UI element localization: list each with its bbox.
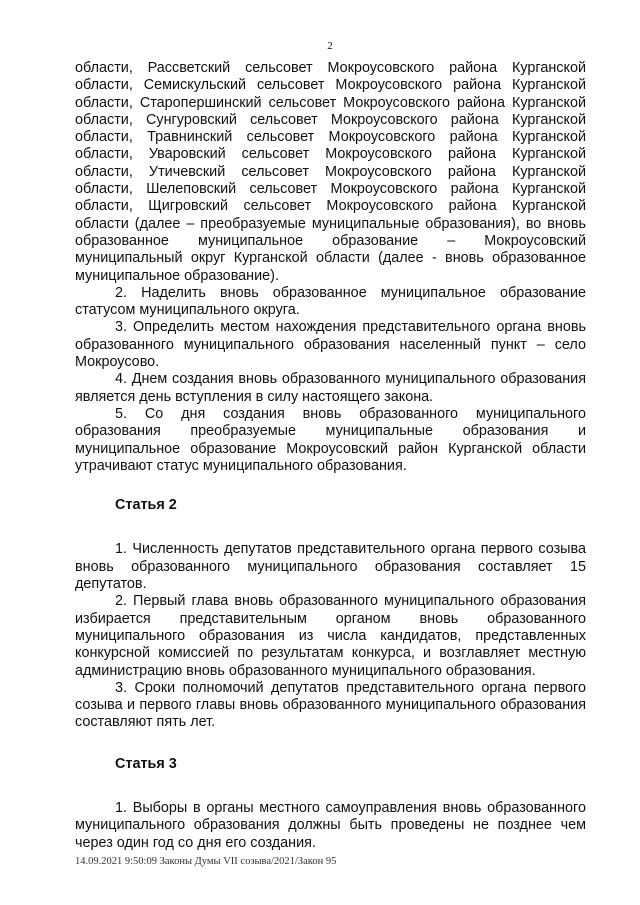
footer-metadata: 14.09.2021 9:50:09 Законы Думы VII созыва/2021/Закон 95 [75, 856, 337, 867]
article-3-heading: Статья 3 [115, 755, 177, 772]
paragraph-item-3: 3. Определить местом нахождения представительного органа вновь образованного муниципального образования населенный пункт – село Мокроусово. [75, 319, 586, 371]
page-number: 2 [327, 40, 333, 52]
paragraph-item-4: 4. Днем создания вновь образованного муниципального образования является день вступления в силу настоящего закона. [75, 371, 586, 405]
paragraph-item-2: 2. Наделить вновь образованное муниципальное образование статусом муниципального округа. [75, 284, 586, 319]
article-2-item-1: 1. Численность депутатов представительного органа первого созыва вновь образованного муниципального образования составляет 15 депутатов. [75, 541, 586, 593]
article-2-heading: Статья 2 [115, 497, 177, 514]
paragraph-continuation: области, Рассветский сельсовет Мокроусовского района Курганской области, Семискульский сельсовет Мокроусовского района Курганской области, Старопершинский сельсовет Мокроусовского района Курганской области, Сунгуровский сельсовет Мокроусовского района Курганской области, Травнинский сельсовет Мокроусовского района Курганской области, Уваровский сельсовет Мокроусовского района Курганской области, Утичевский сельсовет Мокроусовского района Курганской области, Шелеповский сельсовет Мокроусовского района Курганской области, Щигровский сельсовет Мокроусовского района Курганской области (далее – преобразуемые муниципальные образования), во вновь образованное муниципальное образование – Мокроусовский муниципальный округ Курганской области (далее - вновь образованное муниципальное образование). [75, 60, 586, 284]
paragraph-item-5: 5. Со дня создания вновь образованного муниципального образования преобразуемые муниципальные образования и муниципальное образование Мокроусовский район Курганской области утрачивают статус муниципального образования. [75, 405, 586, 474]
article-2-item-2: 2. Первый глава вновь образованного муниципального образования избирается представительным органом вновь образованного муниципального образования из числа кандидатов, представленных конкурсной комиссией по результатам конкурса, и возглавляет местную администрацию вновь образованного муниципального образования. [75, 593, 586, 679]
document-body [75, 60, 586, 852]
article-2-item-3: 3. Сроки полномочий депутатов представительного органа первого созыва и первого главы вновь образованного муниципального образования составляют пять лет. [75, 679, 586, 731]
article-3-item-1: 1. Выборы в органы местного самоуправления вновь образованного муниципального образования должны быть проведены не позднее чем через один год со дня его создания. [75, 799, 586, 851]
